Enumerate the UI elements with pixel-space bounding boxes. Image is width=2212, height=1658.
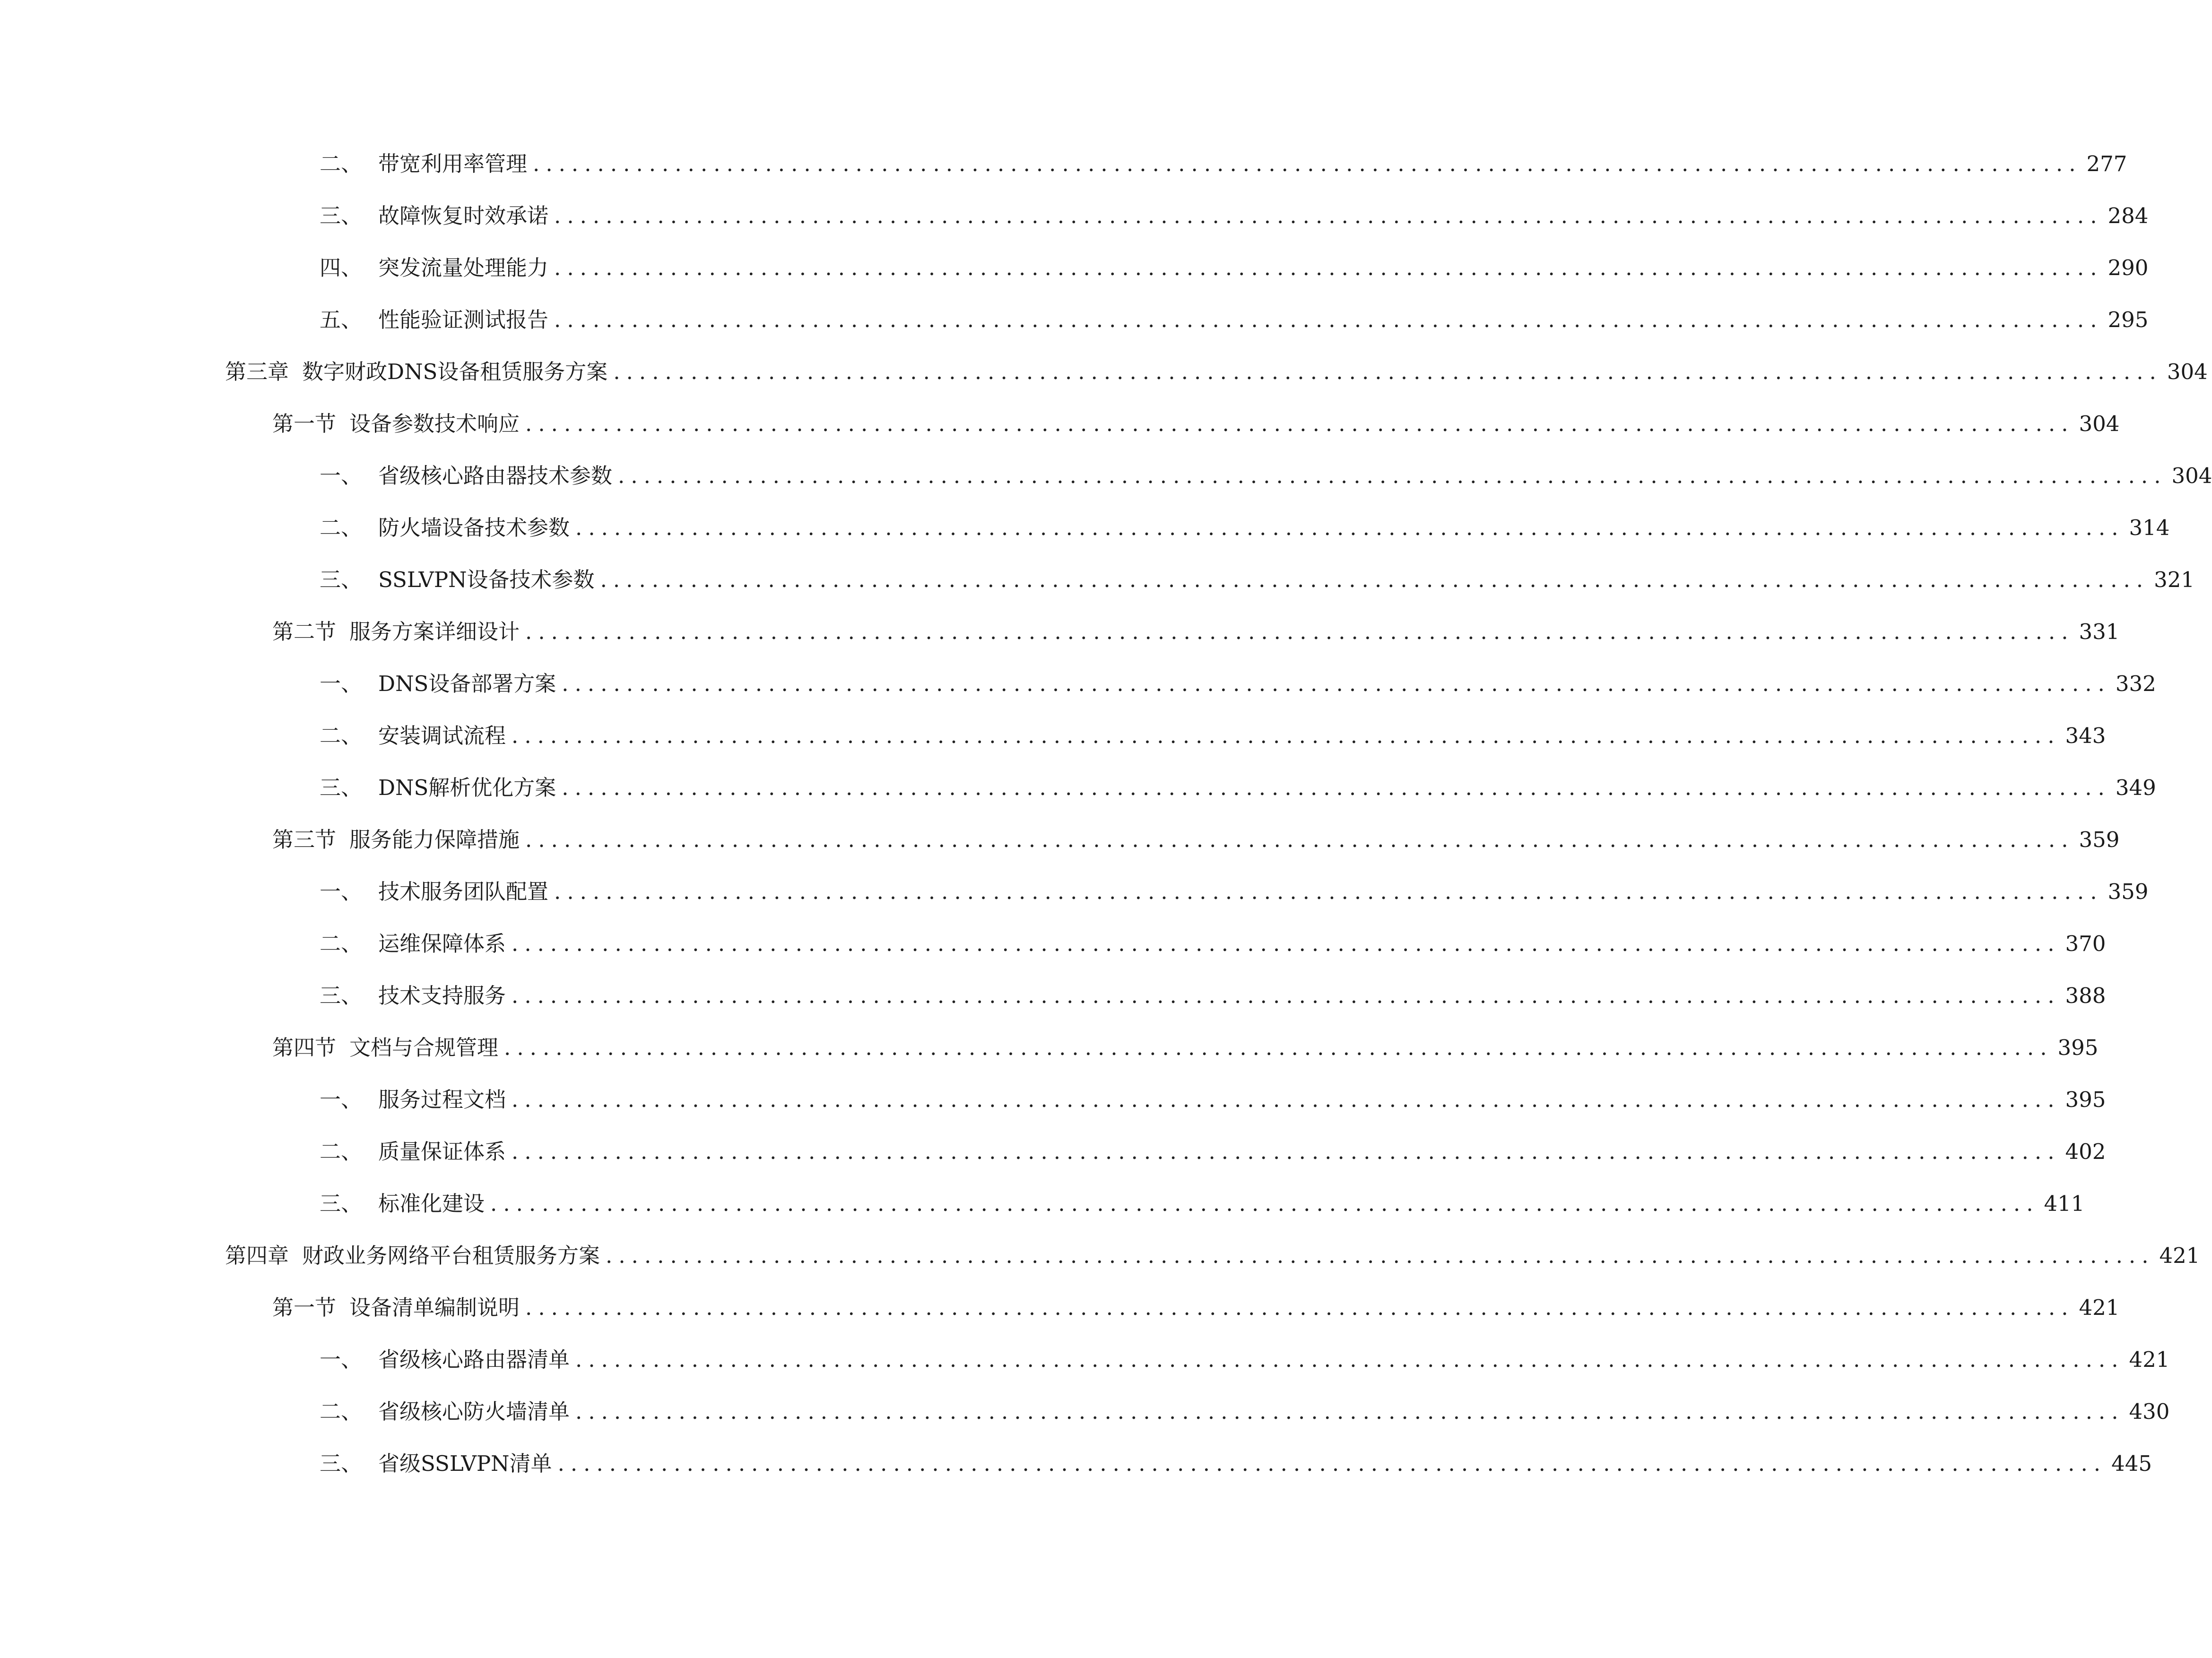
toc-entry-title: 运维保障体系 <box>378 931 506 956</box>
toc-entry-page: 395 <box>2057 1035 2099 1060</box>
toc-entry-title: 服务方案详细设计 <box>349 619 520 644</box>
toc-entry[interactable] <box>320 251 2149 285</box>
toc-entry[interactable] <box>320 1083 2106 1116</box>
toc-entry[interactable] <box>320 1135 2106 1168</box>
toc-entry-number: 一、 <box>320 463 363 488</box>
toc-entry-page: 430 <box>2129 1399 2170 1424</box>
toc-entry-title: 文档与合规管理 <box>349 1035 499 1060</box>
toc-entry-title: 省级核心路由器技术参数 <box>378 463 613 488</box>
toc-dot-leader: ........................................................................................................................ <box>600 567 2150 592</box>
toc-entry-title: SSLVPN设备技术参数 <box>378 567 595 592</box>
toc-dot-leader: ........................................................................................................................ <box>512 983 2061 1008</box>
toc-entry-section[interactable] <box>272 615 2120 648</box>
toc-entry[interactable] <box>320 199 2149 233</box>
toc-entry[interactable] <box>320 875 2149 908</box>
toc-entry-number: 四、 <box>320 255 363 280</box>
toc-entry-title: 服务能力保障措施 <box>349 827 520 852</box>
toc-entry-title: 质量保证体系 <box>378 1139 506 1164</box>
toc-entry-page: 331 <box>2079 619 2120 644</box>
toc-dot-leader: ........................................................................................................................ <box>512 1139 2061 1164</box>
toc-entry-page: 411 <box>2044 1191 2085 1216</box>
toc-entry-number: 二、 <box>320 151 363 176</box>
toc-entry-number: 五、 <box>320 307 363 332</box>
toc-entry[interactable] <box>320 147 2127 181</box>
toc-dot-leader: ........................................................................................................................ <box>512 723 2061 748</box>
toc-dot-leader: ........................................................................................................................ <box>554 203 2103 228</box>
toc-entry[interactable] <box>320 719 2106 752</box>
toc-dot-leader: ........................................................................................................................ <box>562 775 2111 800</box>
toc-entry-page: 421 <box>2079 1295 2120 1320</box>
toc-entry-page: 359 <box>2079 827 2120 852</box>
toc-entry-number: 二、 <box>320 931 363 956</box>
toc-entry[interactable] <box>320 563 2195 596</box>
toc-entry-title: 省级核心防火墙清单 <box>378 1399 570 1424</box>
toc-entry-page: 395 <box>2065 1087 2106 1112</box>
toc-dot-leader: ........................................................................................................................ <box>562 671 2111 696</box>
toc-entry-page: 349 <box>2115 775 2156 800</box>
toc-entry-number: 第四章 <box>225 1243 289 1268</box>
toc-entry[interactable] <box>320 459 2212 492</box>
toc-dot-leader: ........................................................................................................................ <box>575 1347 2125 1372</box>
toc-entry-page: 445 <box>2111 1451 2152 1476</box>
toc-entry-page: 314 <box>2129 515 2170 540</box>
toc-dot-leader: ........................................................................................................................ <box>554 879 2103 904</box>
toc-entry-title: 性能验证测试报告 <box>378 307 549 332</box>
toc-entry[interactable] <box>320 511 2170 544</box>
toc-dot-leader: ........................................................................................................................ <box>554 307 2103 332</box>
toc-entry[interactable] <box>320 303 2149 337</box>
toc-entry-title: 省级SSLVPN清单 <box>378 1451 552 1476</box>
toc-entry-page: 304 <box>2079 411 2120 436</box>
toc-entry[interactable] <box>320 771 2156 804</box>
toc-dot-leader: ........................................................................................................................ <box>613 359 2162 384</box>
toc-dot-leader: ........................................................................................................................ <box>557 1451 2107 1476</box>
toc-entry-number: 三、 <box>320 203 363 228</box>
toc-entry-title: 财政业务网络平台租赁服务方案 <box>302 1243 600 1268</box>
toc-entry-number: 第一节 <box>272 411 337 436</box>
toc-dot-leader: ........................................................................................................................ <box>575 1399 2125 1424</box>
toc-dot-leader: ........................................................................................................................ <box>490 1191 2039 1216</box>
toc-entry-title: DNS设备部署方案 <box>378 671 556 696</box>
toc-dot-leader: ........................................................................................................................ <box>606 1243 2155 1268</box>
toc-entry-title: 设备清单编制说明 <box>349 1295 520 1320</box>
toc-entry-page: 332 <box>2115 671 2156 696</box>
toc-entry[interactable] <box>320 1447 2152 1480</box>
toc-entry-section[interactable] <box>272 1031 2099 1064</box>
toc-entry-number: 三、 <box>320 1451 363 1476</box>
toc-entry-title: 技术支持服务 <box>378 983 506 1008</box>
toc-entry-number: 二、 <box>320 1139 363 1164</box>
toc-dot-leader: ........................................................................................................................ <box>618 463 2167 488</box>
toc-entry-title: 故障恢复时效承诺 <box>378 203 549 228</box>
toc-entry-title: 带宽利用率管理 <box>378 151 528 176</box>
toc-entry-number: 三、 <box>320 567 363 592</box>
toc-entry-page: 284 <box>2108 203 2149 228</box>
toc-entry-page: 402 <box>2065 1139 2106 1164</box>
toc-entry[interactable] <box>320 1343 2170 1376</box>
toc-entry-title: 技术服务团队配置 <box>378 879 549 904</box>
toc-entry-number: 三、 <box>320 1191 363 1216</box>
toc-entry[interactable] <box>320 1187 2085 1220</box>
toc-entry-title: 防火墙设备技术参数 <box>378 515 570 540</box>
toc-dot-leader: ........................................................................................................................ <box>504 1035 2053 1060</box>
toc-dot-leader: ........................................................................................................................ <box>525 827 2074 852</box>
toc-entry-number: 三、 <box>320 983 363 1008</box>
toc-entry-number: 二、 <box>320 723 363 748</box>
toc-dot-leader: ........................................................................................................................ <box>575 515 2125 540</box>
toc-entry-title: 服务过程文档 <box>378 1087 506 1112</box>
toc-dot-leader: ........................................................................................................................ <box>525 619 2074 644</box>
toc-entry-number: 一、 <box>320 671 363 696</box>
toc-entry-page: 343 <box>2065 723 2106 748</box>
toc-entry-section[interactable] <box>272 823 2120 856</box>
toc-entry-section[interactable] <box>272 1291 2120 1324</box>
toc-entry-page: 304 <box>2167 359 2208 384</box>
toc-entry-title: 省级核心路由器清单 <box>378 1347 570 1372</box>
toc-entry-title: 安装调试流程 <box>378 723 506 748</box>
toc-entry-number: 第三章 <box>225 359 289 384</box>
toc-entry-number: 一、 <box>320 879 363 904</box>
toc-entry-number: 第一节 <box>272 1295 337 1320</box>
toc-entry-number: 三、 <box>320 775 363 800</box>
toc-entry-page: 370 <box>2065 931 2106 956</box>
toc-entry-section[interactable] <box>272 407 2120 440</box>
toc-entry-page: 295 <box>2108 307 2149 332</box>
toc-entry[interactable] <box>320 979 2106 1012</box>
toc-dot-leader: ........................................................................................................................ <box>512 931 2061 956</box>
toc-entry-number: 第三节 <box>272 827 337 852</box>
toc-entry-chapter[interactable] <box>225 355 2208 389</box>
toc-entry-number: 第四节 <box>272 1035 337 1060</box>
toc-entry-title: 数字财政DNS设备租赁服务方案 <box>302 359 608 384</box>
toc-dot-leader: ........................................................................................................................ <box>525 411 2074 436</box>
toc-entry-page: 277 <box>2086 151 2127 176</box>
toc-dot-leader: ........................................................................................................................ <box>512 1087 2061 1112</box>
toc-dot-leader: ........................................................................................................................ <box>554 255 2103 280</box>
toc-entry-page: 421 <box>2129 1347 2170 1372</box>
toc-dot-leader: ........................................................................................................................ <box>533 151 2082 176</box>
toc-entry-page: 290 <box>2108 255 2149 280</box>
toc-dot-leader: ........................................................................................................................ <box>525 1295 2074 1320</box>
toc-entry-title: DNS解析优化方案 <box>378 775 556 800</box>
toc-entry-title: 标准化建设 <box>378 1191 485 1216</box>
toc-entry[interactable] <box>320 667 2156 700</box>
toc-entry-page: 321 <box>2154 567 2195 592</box>
toc-entry-number: 第二节 <box>272 619 337 644</box>
toc-entry-page: 421 <box>2159 1243 2200 1268</box>
toc-entry-page: 359 <box>2108 879 2149 904</box>
toc-entry-title: 设备参数技术响应 <box>349 411 520 436</box>
toc-entry-number: 二、 <box>320 1399 363 1424</box>
toc-entry-page: 388 <box>2065 983 2106 1008</box>
toc-entry[interactable] <box>320 1395 2170 1428</box>
toc-entry-number: 二、 <box>320 515 363 540</box>
toc-entry[interactable] <box>320 927 2106 960</box>
toc-entry-title: 突发流量处理能力 <box>378 255 549 280</box>
toc-entry-number: 一、 <box>320 1347 363 1372</box>
toc-entry-page: 304 <box>2171 463 2212 488</box>
toc-entry-number: 一、 <box>320 1087 363 1112</box>
toc-entry-chapter[interactable] <box>225 1239 2200 1272</box>
